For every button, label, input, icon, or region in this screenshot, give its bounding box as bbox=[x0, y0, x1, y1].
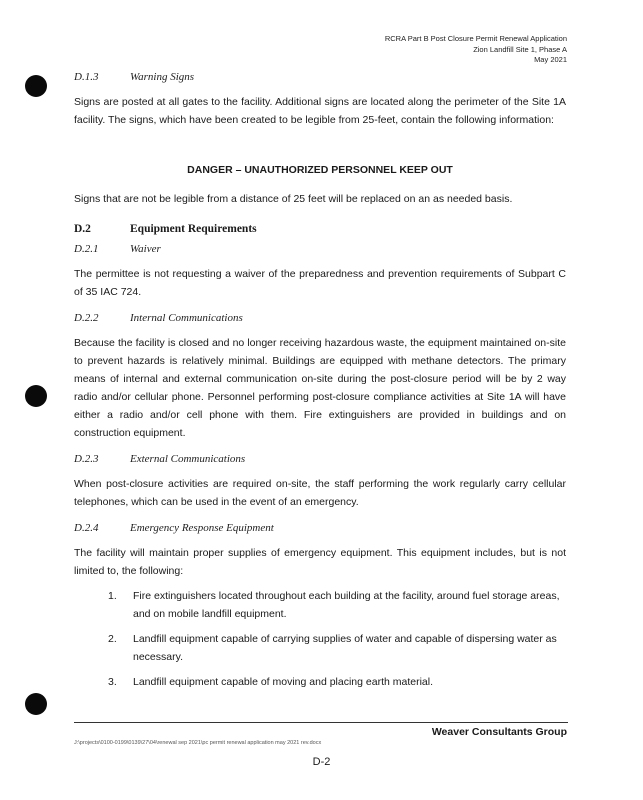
section-title: Equipment Requirements bbox=[130, 223, 257, 235]
section-d13-heading bbox=[74, 71, 195, 83]
paragraph: The facility will maintain proper supplies of emergency equipment. This equipment includes, but is not limited to, the following: bbox=[74, 547, 566, 577]
section-number: D.1.3 bbox=[74, 71, 99, 83]
list-item-number: 3. bbox=[108, 676, 117, 688]
list-item-text: Landfill equipment capable of carrying supplies of water and capable of dispersing water as necessary. bbox=[133, 633, 557, 663]
list-item-text: Fire extinguishers located throughout each building at the facility, around fuel storage areas, and on mobile landfill equipment. bbox=[133, 590, 560, 620]
section-number: D.2.1 bbox=[74, 243, 99, 255]
page-number: D-2 bbox=[312, 756, 331, 768]
list-item bbox=[108, 673, 566, 691]
section-number: D.2.2 bbox=[74, 312, 99, 324]
paragraph: When post-closure activities are required on-site, the staff performing the work regularly carry cellular telephones, which can be used in the event of an emergency. bbox=[74, 478, 566, 508]
footer-rule bbox=[74, 722, 568, 723]
section-title: External Communications bbox=[130, 453, 246, 465]
section-d24-heading bbox=[74, 522, 274, 534]
section-number: D.2 bbox=[74, 223, 91, 235]
list-item-text: Landfill equipment capable of moving and placing earth material. bbox=[133, 676, 434, 688]
header-line-2: Zion Landfill Site 1, Phase A bbox=[473, 44, 567, 54]
section-d21-heading bbox=[74, 243, 161, 255]
binder-hole-bottom bbox=[25, 693, 47, 715]
section-d2-heading bbox=[74, 223, 257, 235]
document-header bbox=[385, 34, 567, 66]
paragraph: Signs that are not be legible from a distance of 25 feet will be replaced on an as needed basis. bbox=[74, 193, 513, 205]
section-number: D.2.3 bbox=[74, 453, 99, 465]
section-title: Warning Signs bbox=[130, 71, 195, 83]
section-d22-heading bbox=[74, 312, 243, 324]
header-line-3: May 2021 bbox=[534, 55, 567, 64]
binder-hole-top bbox=[25, 75, 47, 97]
paragraph: Because the facility is closed and no longer receiving hazardous waste, the equipment maintained on-site to prevent hazards is relatively minimal. Buildings are equipped with methane detectors. The primary means of internal and external communication on-site during the post-closure period will be by 2 way radio and/or cellular phone. Personnel performing post-closure compliance activities at Site 1A will have either a radio and/or cell phone with them. Fire extinguishers are provided in buildings and on construction equipment. bbox=[74, 337, 566, 439]
section-number: D.2.4 bbox=[74, 522, 99, 534]
list-item bbox=[108, 630, 566, 666]
section-title: Emergency Response Equipment bbox=[130, 522, 274, 534]
list-item-number: 1. bbox=[108, 590, 117, 602]
paragraph: The permittee is not requesting a waiver of the preparedness and prevention requirements of Subpart C of 35 IAC 724. bbox=[74, 268, 566, 298]
company-name: Weaver Consultants Group bbox=[431, 726, 567, 738]
paragraph: Signs are posted at all gates to the facility. Additional signs are located along the perimeter of the Site 1A facility. The signs, which have been created to be legible from 25-feet, contain the following information: bbox=[74, 96, 566, 126]
header-line-1: RCRA Part B Post Closure Permit Renewal Application bbox=[384, 34, 567, 43]
list-item bbox=[108, 587, 566, 623]
file-path: J:\projects\0100-0199\0139\27\04\renewal sep 2021\pc permit renewal application may 2021 rev.docx bbox=[74, 740, 322, 746]
section-d23-heading bbox=[74, 453, 246, 465]
list-item-number: 2. bbox=[108, 633, 117, 645]
danger-sign-text: DANGER – UNAUTHORIZED PERSONNEL KEEP OUT bbox=[187, 164, 453, 176]
section-title: Internal Communications bbox=[130, 312, 243, 324]
section-title: Waiver bbox=[130, 243, 161, 255]
binder-hole-middle bbox=[25, 385, 47, 407]
